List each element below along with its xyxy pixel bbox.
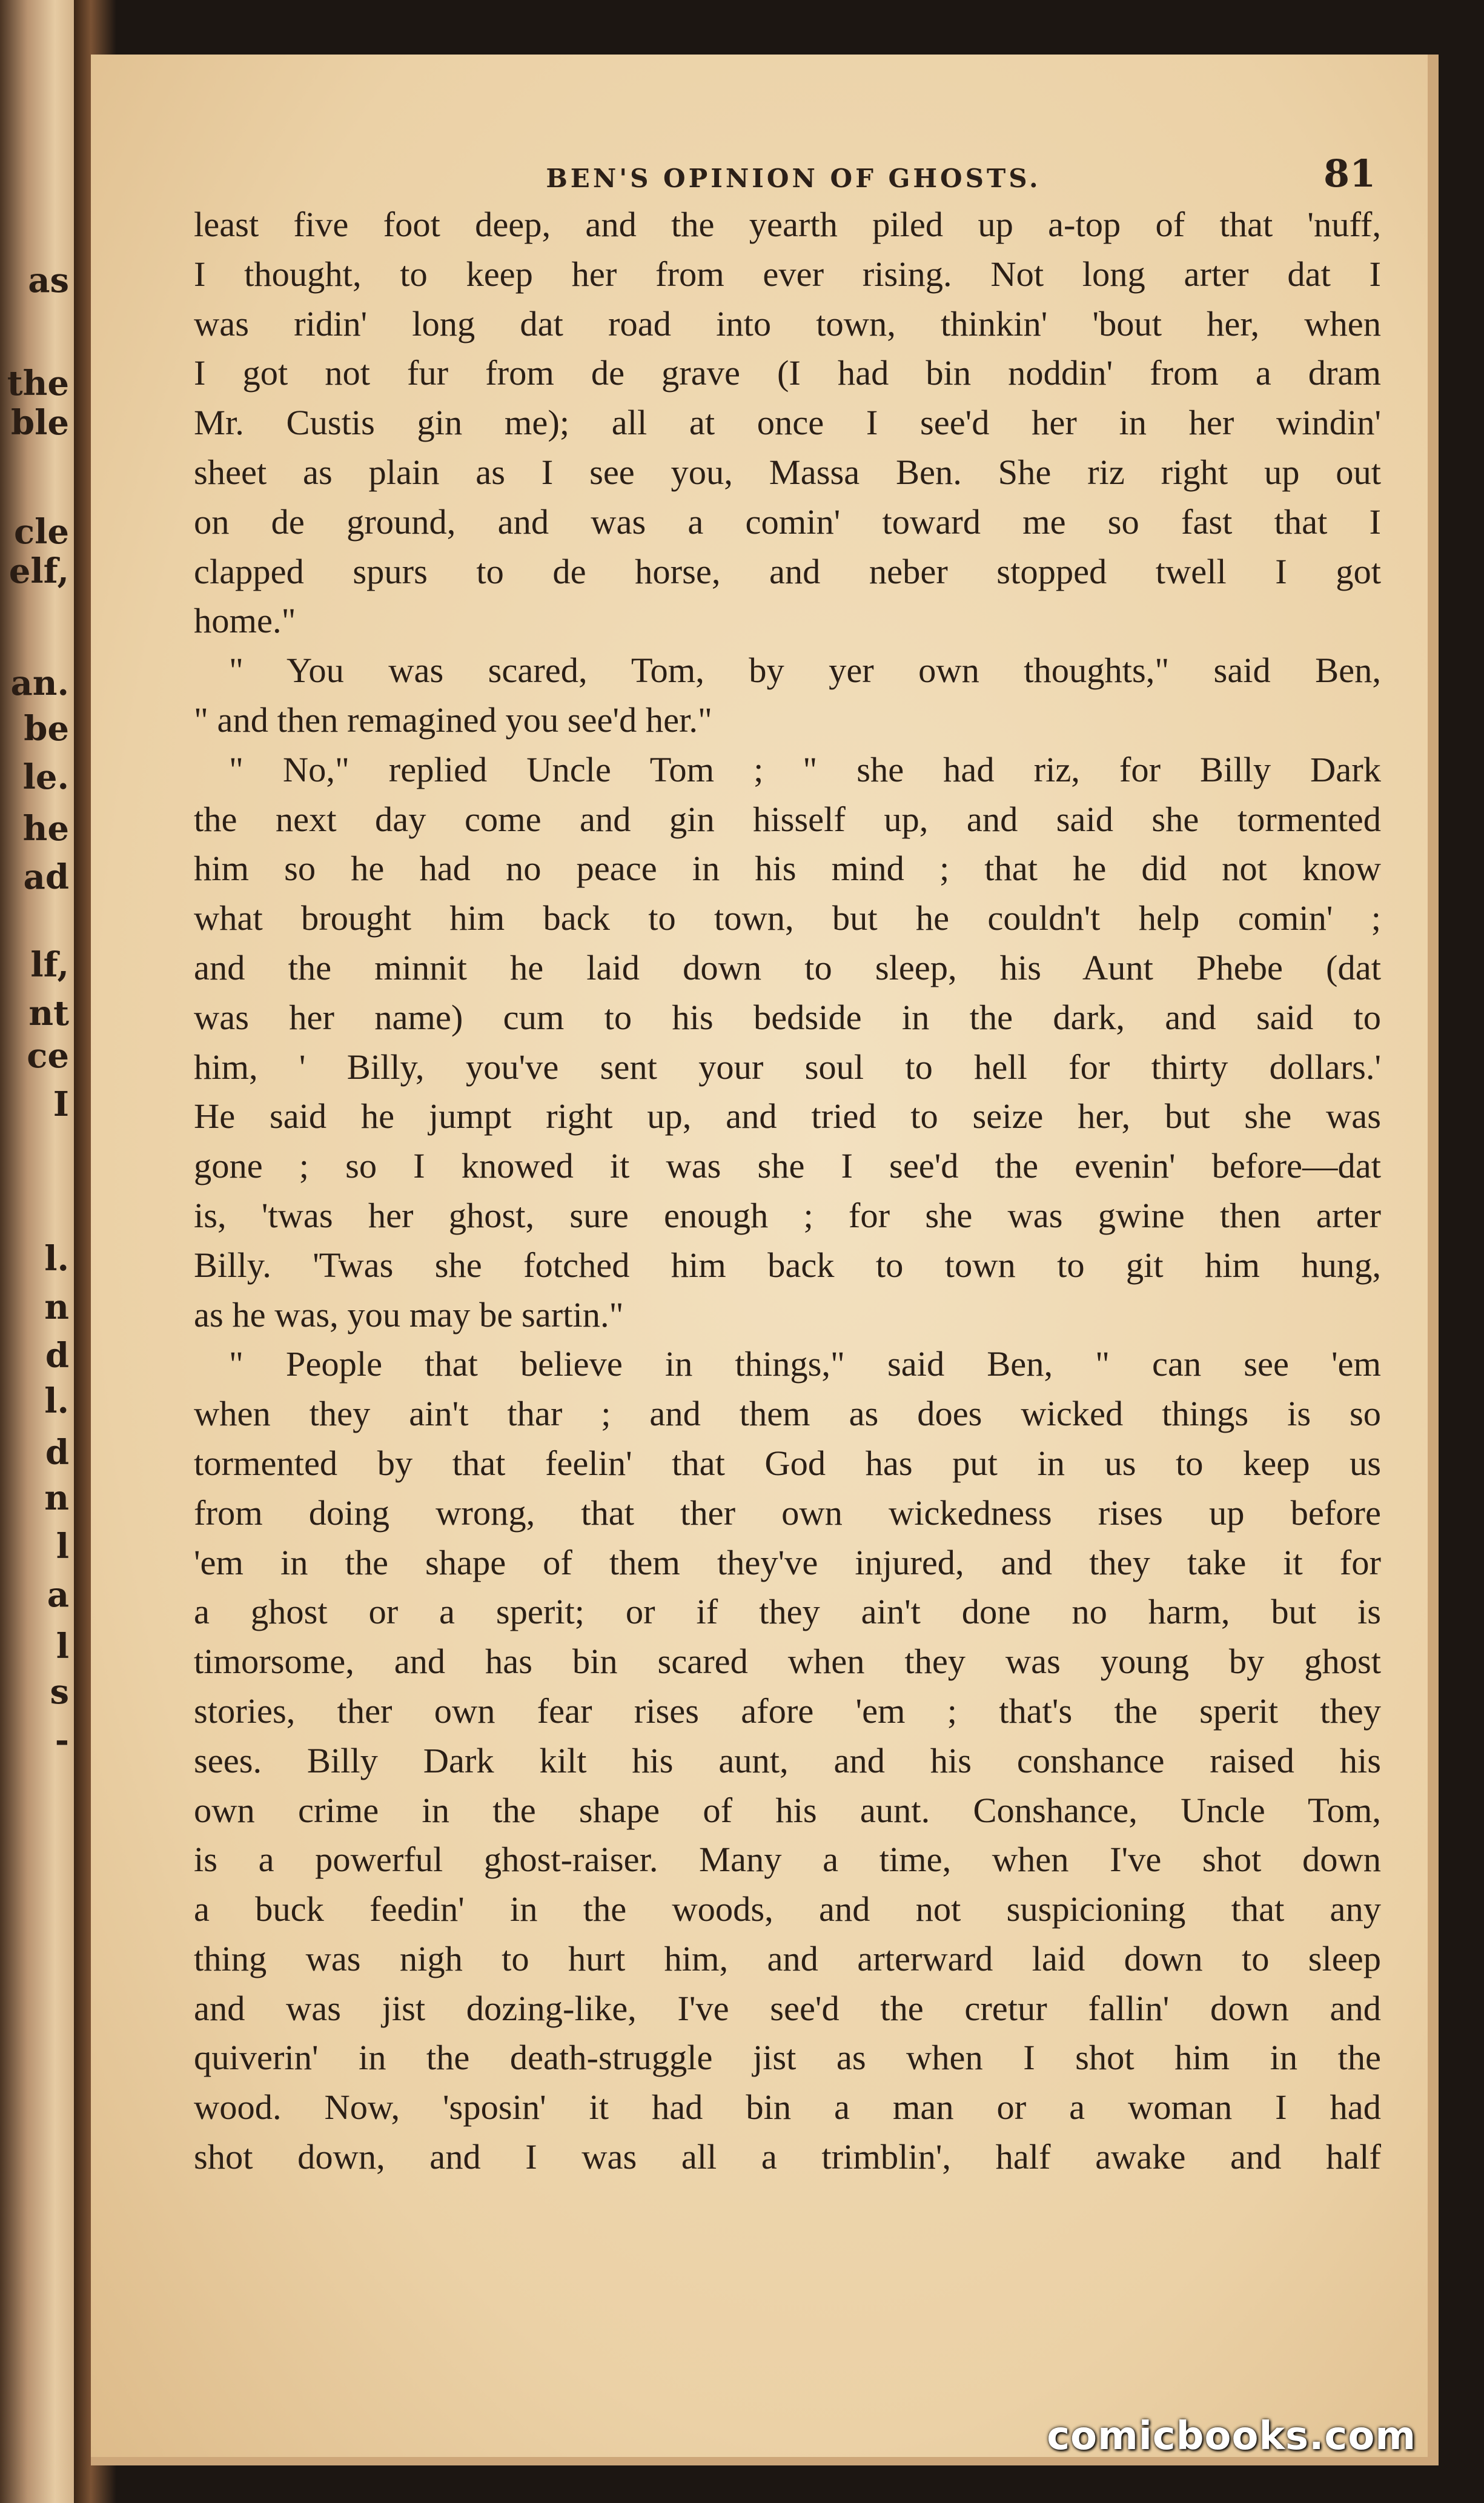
facing-page-fragment: be xyxy=(24,709,69,749)
text-line: as he was, you may be sartin." xyxy=(194,1295,624,1334)
text-line: shot down, and I was all a trimblin', half awake and half xyxy=(194,2137,1381,2177)
body-text xyxy=(194,200,1381,2182)
text-line: from doing wrong, that ther own wickedness rises up before xyxy=(194,1493,1381,1533)
text-line: the next day come and gin hisself up, and said she tormented xyxy=(194,799,1381,839)
text-line: was ridin' long dat road into town, thinkin' 'bout her, when xyxy=(194,303,1381,343)
text-line: and was jist dozing-like, I've see'd the cretur fallin' down and xyxy=(194,1988,1381,2028)
text-line: " You was scared, Tom, by yer own thoughts," said Ben, xyxy=(229,651,1381,691)
text-line: I got not fur from de grave (I had bin noddin' from a dram xyxy=(194,353,1381,393)
facing-page-fragment: d xyxy=(45,1336,69,1376)
facing-page-fragment: elf, xyxy=(8,551,69,591)
facing-page-fragment: nt xyxy=(28,993,69,1033)
text-line: stories, ther own fear rises afore 'em ; that's the sperit they xyxy=(194,1691,1381,1731)
text-line: thing was nigh to hurt him, and arterward laid down to sleep xyxy=(194,1938,1381,1978)
facing-page-fragment: he xyxy=(22,809,69,849)
text-line: was her name) cum to his bedside in the dark, and said to xyxy=(194,997,1381,1037)
facing-page-fragment: an. xyxy=(10,663,69,703)
running-head: BEN'S OPINION OF GHOSTS. xyxy=(546,164,1041,193)
text-line: Billy. 'Twas she fotched him back to town to git him hung, xyxy=(194,1245,1381,1285)
text-line: is, 'twas her ghost, sure enough ; for she was gwine then arter xyxy=(194,1195,1381,1235)
facing-page-fragment: l. xyxy=(44,1381,69,1421)
facing-page-fragment: ce xyxy=(27,1036,69,1076)
text-line: " People that believe in things," said Ben, " can see 'em xyxy=(229,1344,1381,1384)
text-line: what brought him back to town, but he couldn't help comin' ; xyxy=(194,898,1381,938)
text-line: Mr. Custis gin me); all at once I see'd her in her windin' xyxy=(194,403,1381,443)
facing-page-fragment: as xyxy=(28,260,69,300)
text-line: sheet as plain as I see you, Massa Ben. She riz right up out xyxy=(194,452,1381,492)
text-line: sees. Billy Dark kilt his aunt, and his conshance raised his xyxy=(194,1740,1381,1780)
page-sheet xyxy=(91,55,1439,2465)
facing-page-fragment: ble xyxy=(10,403,69,443)
text-line: home." xyxy=(194,601,296,641)
facing-page-fragment: le. xyxy=(22,757,69,797)
text-line: when they ain't thar ; and them as does wicked things is so xyxy=(194,1394,1381,1434)
text-line: own crime in the shape of his aunt. Conshance, Uncle Tom, xyxy=(194,1790,1381,1830)
text-line: gone ; so I knowed it was she I see'd the evenin' before—dat xyxy=(194,1146,1381,1186)
facing-page-fragment: the xyxy=(7,363,69,403)
text-line: least five foot deep, and the yearth piled up a-top of that 'nuff, xyxy=(194,205,1381,244)
text-line: him so he had no peace in his mind ; that he did not know xyxy=(194,849,1381,889)
text-line: quiverin' in the death-struggle jist as when I shot him in the xyxy=(194,2038,1381,2078)
text-line: I thought, to keep her from ever rising. Not long arter dat I xyxy=(194,254,1381,294)
text-line: wood. Now, 'sposin' it had bin a man or a woman I had xyxy=(194,2087,1381,2127)
facing-page-fragment: cle xyxy=(14,512,69,552)
facing-page-fragment: s xyxy=(50,1672,69,1712)
facing-page-edge xyxy=(0,0,79,2503)
text-line: a ghost or a sperit; or if they ain't done no harm, but is xyxy=(194,1592,1381,1632)
text-line: is a powerful ghost-raiser. Many a time, when I've shot down xyxy=(194,1840,1381,1880)
text-line: him, ' Billy, you've sent your soul to hell for thirty dollars.' xyxy=(194,1047,1381,1087)
facing-page-fragment: - xyxy=(55,1720,69,1760)
facing-page-fragment: I xyxy=(53,1084,69,1124)
text-line: and the minnit he laid down to sleep, his Aunt Phebe (dat xyxy=(194,947,1381,987)
facing-page-fragment: n xyxy=(44,1478,69,1518)
facing-page-fragment: l xyxy=(56,1626,69,1666)
text-line: on de ground, and was a comin' toward me so fast that I xyxy=(194,502,1381,542)
text-line: timorsome, and has bin scared when they was young by ghost xyxy=(194,1642,1381,1682)
facing-page-fragment: a xyxy=(47,1575,69,1615)
facing-page-fragment: d xyxy=(45,1433,69,1473)
text-line: " and then remagined you see'd her." xyxy=(194,700,712,740)
facing-page-fragment: ad xyxy=(23,857,69,897)
facing-page-fragment: n xyxy=(44,1287,69,1327)
facing-page-fragment: l xyxy=(56,1527,69,1566)
facing-page-fragment: lf, xyxy=(30,945,69,985)
text-line: clapped spurs to de horse, and neber stopped twell I got xyxy=(194,551,1381,591)
text-line: 'em in the shape of them they've injured, and they take it for xyxy=(194,1542,1381,1582)
facing-page-fragment: l. xyxy=(44,1239,69,1279)
text-line: a buck feedin' in the woods, and not suspicioning that any xyxy=(194,1889,1381,1929)
page-number: 81 xyxy=(1323,151,1376,196)
text-line: " No," replied Uncle Tom ; " she had riz, for Billy Dark xyxy=(229,749,1381,789)
watermark: comicbooks.com xyxy=(1047,2414,1416,2459)
text-line: tormented by that feelin' that God has put in us to keep us xyxy=(194,1443,1381,1483)
text-line: He said he jumpt right up, and tried to seize her, but she was xyxy=(194,1096,1381,1136)
